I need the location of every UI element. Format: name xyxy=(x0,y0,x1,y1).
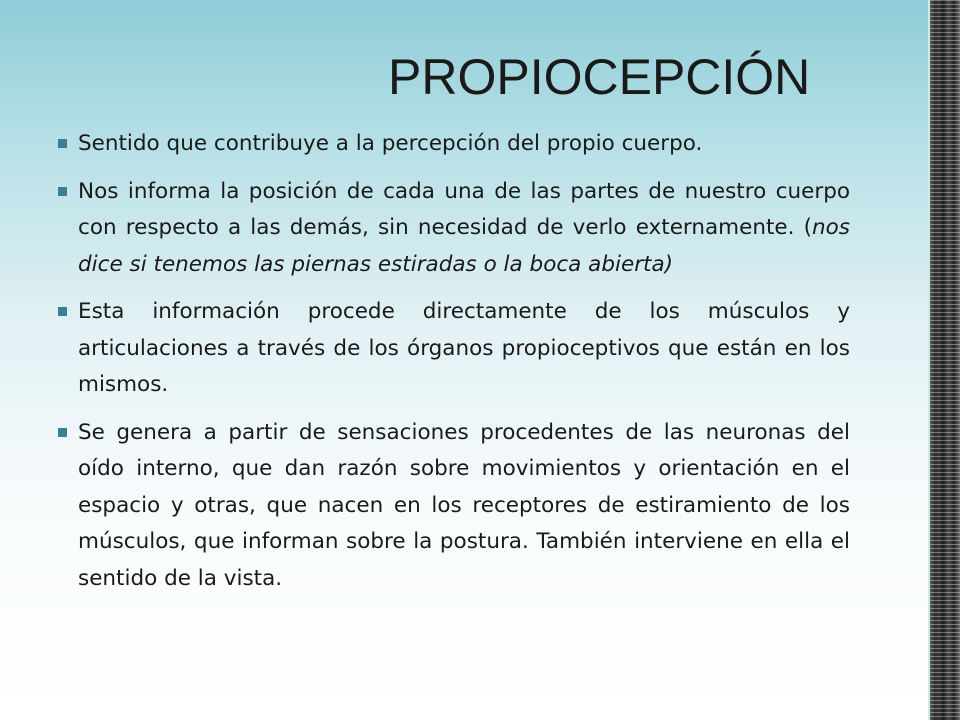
bullet-item xyxy=(58,126,850,163)
bullet-item xyxy=(58,174,850,284)
bullet-italic-text: nos dice si tenemos las piernas estiradas o la boca abierta) xyxy=(78,215,850,277)
square-bullet-icon xyxy=(58,187,67,196)
square-bullet-icon xyxy=(58,307,67,316)
bullet-item xyxy=(58,415,850,598)
bullet-text: Esta información procede directamente de los músculos y articulaciones a través de los órganos propioceptivos que están en los mismos. xyxy=(78,299,850,397)
bullet-item xyxy=(58,294,850,404)
slide-title: PROPIOCEPCIÓN xyxy=(388,49,811,105)
decorative-right-border xyxy=(930,0,960,720)
square-bullet-icon xyxy=(58,428,67,437)
bullet-text: Se genera a partir de sensaciones procedentes de las neuronas del oído interno, que dan razón sobre movimientos y orientación en el espacio y otras, que nacen en los receptores de estiramiento de los músculos, que informan sobre la postura. También interviene en ella el sentido de la vista. xyxy=(78,419,850,591)
bullet-list xyxy=(58,126,850,608)
bullet-text: Nos informa la posición de cada una de las partes de nuestro cuerpo con respecto a las demás, sin necesidad de verlo externamente. ( xyxy=(78,178,850,240)
square-bullet-icon xyxy=(58,139,67,148)
bullet-text: Sentido que contribuye a la percepción del propio cuerpo. xyxy=(78,131,703,156)
